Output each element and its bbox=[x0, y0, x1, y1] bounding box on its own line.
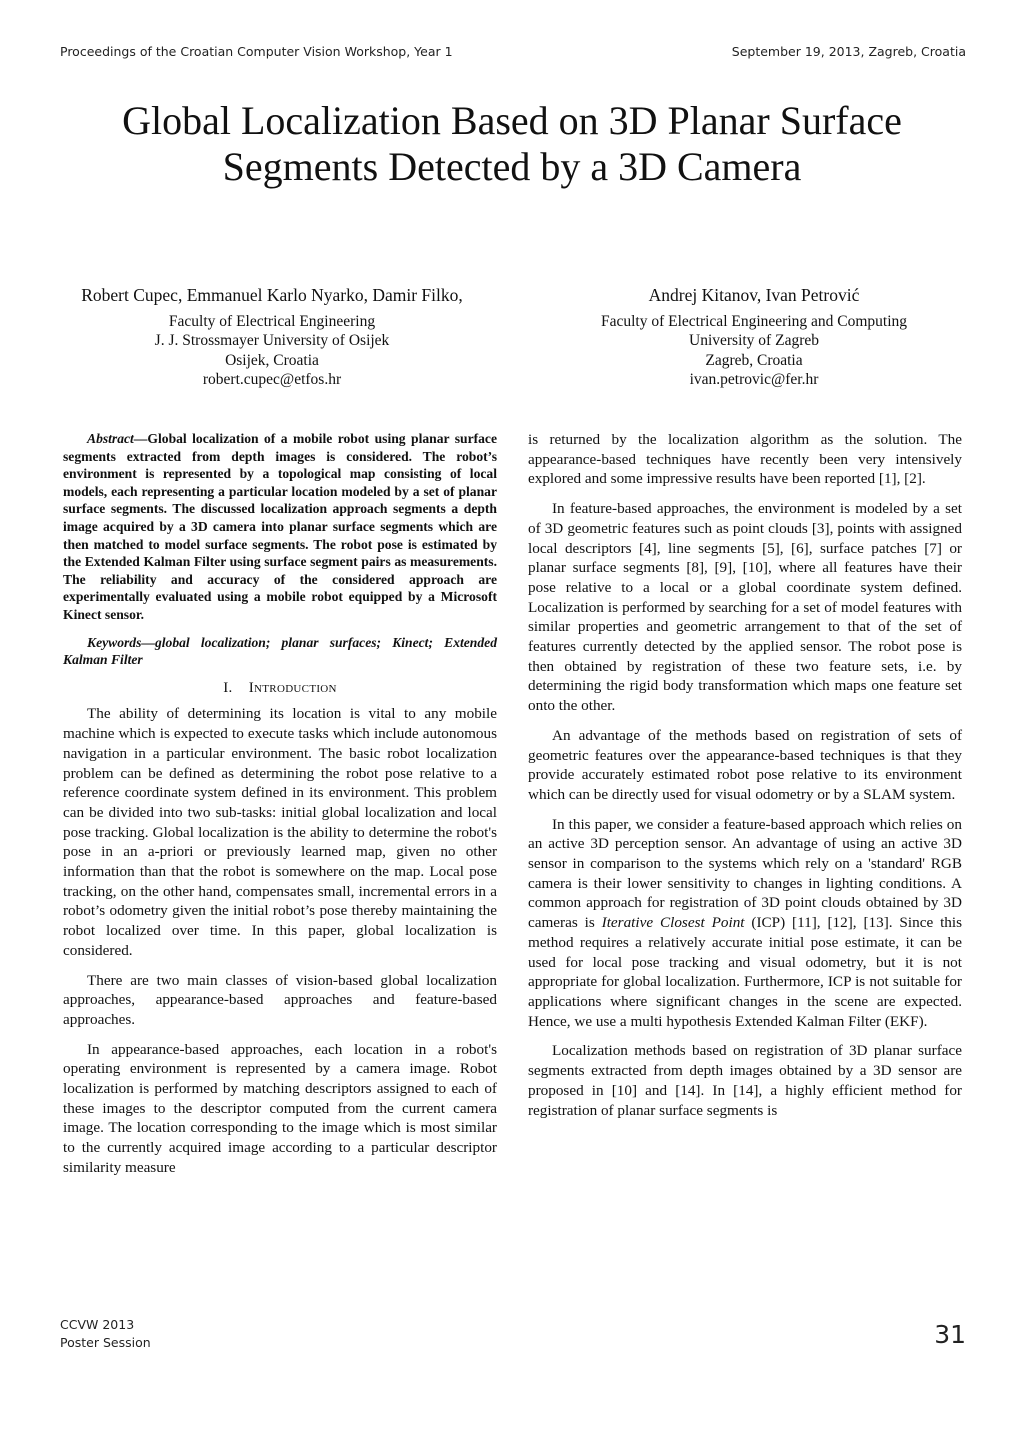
paper-title-line-1: Global Localization Based on 3D Planar Surface bbox=[122, 98, 902, 143]
abstract-text: Global localization of a mobile robot using planar surface segments extracted from depth images is considered. The robot’s environment is represented by a topological map consisting of local models, each representing a particular location modeled by a set of planar surface segments. The discussed localization approach segments a depth image acquired by a 3D camera into planar surface segments which are then matched to model surface segments. The robot pose is estimated by the Extended Kalman Filter using surface segment pairs as measurements. The reliability and accuracy of the considered approach are experimentally evaluated using a mobile robot equipped by a Microsoft Kinect sensor. bbox=[63, 431, 497, 622]
keywords-label: Keywords— bbox=[87, 634, 155, 650]
author-university: University of Zagreb bbox=[689, 332, 819, 349]
section-heading-introduction bbox=[63, 679, 497, 699]
running-header-right: September 19, 2013, Zagreb, Croatia bbox=[731, 44, 966, 59]
author-email: robert.cupec@etfos.hr bbox=[202, 371, 342, 388]
author-block-zagreb bbox=[536, 286, 972, 390]
body-paragraph: In appearance-based approaches, each location in a robot's operating environment is represented by a camera image. Robot localization is performed by matching descriptors assigned to each of these images to the descriptor computed from the current camera image. The location corresponding to the image which is most similar to the currently acquired image according to a particular descriptor similarity measure bbox=[63, 1040, 497, 1176]
author-affiliation: Faculty of Electrical Engineering and Computing bbox=[600, 312, 908, 330]
author-names: Andrej Kitanov, Ivan Petrović bbox=[648, 285, 860, 305]
author-university: J. J. Strossmayer University of Osijek bbox=[154, 332, 390, 349]
paper-title-line-2: Segments Detected by a 3D Camera bbox=[222, 144, 802, 189]
body-paragraph: Localization methods based on registration of 3D planar surface segments extracted from depth images obtained by a 3D sensor are proposed in [10] and [14]. In [14], a highly efficient method for registration of planar surface segments is bbox=[528, 1042, 962, 1119]
paper-title bbox=[60, 98, 964, 190]
right-column bbox=[528, 430, 962, 1130]
body-paragraph: In feature-based approaches, the environment is modeled by a set of 3D geometric features such as point clouds [3], points with assigned local descriptors [4], line segments [5], [6], surface patches [7] or planar surface segments [8], [9], [10], where all features have their pose relative to a local or a global coordinate system defined. Localization is performed by searching for a set of model features with similar properties and geometric arrangement to that of the set of features currently detected by the applied sensor. The robot pose is then obtained by registration of these two feature sets, i.e. by determining the rigid body transformation which maps one feature set onto the other. bbox=[528, 500, 962, 715]
running-header-left: Proceedings of the Croatian Computer Vision Workshop, Year 1 bbox=[60, 44, 453, 59]
section-number: I. bbox=[223, 679, 233, 696]
body-paragraph: An advantage of the methods based on registration of sets of geometric features over the appearance-based techniques is that they provide accurately estimated robot pose relative to its environment which can be directly used for visual odometry or by a SLAM system. bbox=[528, 726, 962, 803]
italic-term: Iterative Closest Point bbox=[601, 914, 745, 932]
author-email: ivan.petrovic@fer.hr bbox=[689, 371, 819, 388]
author-block-osijek bbox=[52, 286, 492, 390]
body-paragraph bbox=[528, 815, 962, 1032]
author-location: Zagreb, Croatia bbox=[705, 351, 803, 369]
keywords-text: global localization; planar surfaces; Kinect; Extended Kalman Filter bbox=[63, 634, 497, 668]
body-text: In this paper, we consider a feature-based approach which relies on an active 3D perception sensor. An advantage of using an active 3D sensor in comparison to the systems which rely on a 'standard' RGB camera is their lower sensitivity to changes in lighting conditions. A common approach for registration of 3D point clouds obtained by 3D cameras is bbox=[528, 815, 962, 932]
left-column bbox=[63, 430, 497, 1188]
body-text: (ICP) [11], [12], [13]. Since this method requires a relatively accurate initial pose estimate, it can be used for local pose tracking and visual odometry, but it is not appropriate for global localization. Furthermore, ICP is not suitable for applications where significant changes in the scene are expected. Hence, we use a multi hypothesis Extended Kalman Filter (EKF). bbox=[528, 914, 963, 1030]
body-paragraph-continued: is returned by the localization algorithm as the solution. The appearance-based techniques have recently been very intensively explored and some impressive results have been reported [1], [2]. bbox=[528, 431, 962, 488]
footer-venue bbox=[60, 1316, 151, 1352]
abstract bbox=[63, 430, 497, 624]
page-number: 31 bbox=[934, 1320, 966, 1349]
author-affiliation: Faculty of Electrical Engineering bbox=[168, 312, 376, 330]
footer-session: Poster Session bbox=[60, 1335, 151, 1350]
body-paragraph: The ability of determining its location is vital to any mobile machine which is expected to execute tasks which include autonomous navigation in a particular environment. The basic robot localization problem can be defined as determining the robot pose relative to a reference coordinate system defined in its environment. This problem can be divided into two sub-tasks: initial global localization and local pose tracking. Global localization is the ability to determine the robot's pose in an a-priori or previously learned map, given no other information than that the robot is somewhere on the map. Local pose tracking, on the other hand, compensates small, incremental errors in a robot’s odometry given the initial robot’s pose thereby maintaining the robot localized over time. In this paper, global localization is considered. bbox=[63, 705, 497, 959]
abstract-label: Abstract— bbox=[87, 431, 148, 446]
author-location: Osijek, Croatia bbox=[225, 351, 319, 369]
footer-conference: CCVW 2013 bbox=[60, 1317, 135, 1332]
section-title: Introduction bbox=[248, 679, 337, 696]
keywords bbox=[63, 634, 497, 669]
body-paragraph: There are two main classes of vision-based global localization approaches, appearance-based approaches and feature-based approaches. bbox=[63, 971, 497, 1028]
author-names: Robert Cupec, Emmanuel Karlo Nyarko, Damir Filko, bbox=[81, 285, 463, 305]
